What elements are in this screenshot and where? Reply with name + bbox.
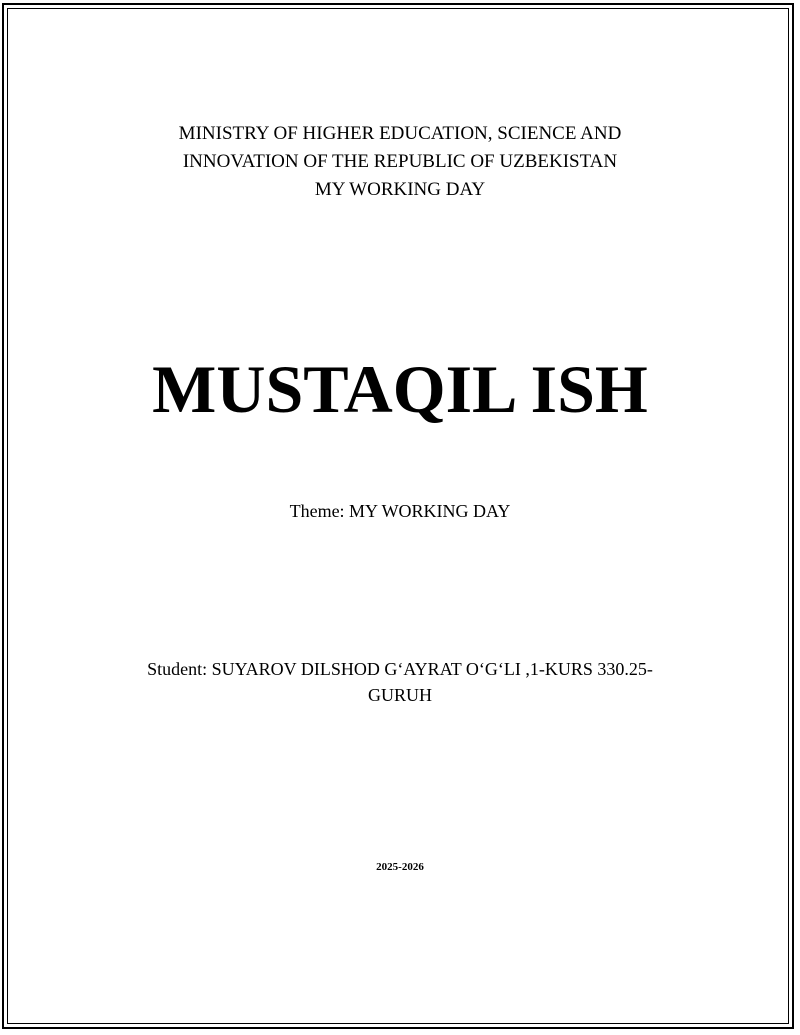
theme-line: Theme: MY WORKING DAY bbox=[289, 501, 511, 521]
document-title: MUSTAQIL ISH bbox=[152, 351, 648, 427]
academic-year: 2025-2026 bbox=[376, 861, 424, 873]
ministry-line-3: MY WORKING DAY bbox=[314, 179, 486, 200]
student-info bbox=[0, 656, 800, 708]
ministry-line-2: INNOVATION OF THE REPUBLIC OF UZBEKISTAN bbox=[182, 151, 618, 172]
student-line-2: GURUH bbox=[367, 685, 432, 705]
student-line-1: Student: SUYAROV DILSHOD G‘AYRAT O‘G‘LI ,1-KURS 330.25- bbox=[147, 659, 653, 679]
ministry-header bbox=[0, 120, 800, 204]
ministry-line-1: MINISTRY OF HIGHER EDUCATION, SCIENCE AND bbox=[178, 123, 622, 144]
